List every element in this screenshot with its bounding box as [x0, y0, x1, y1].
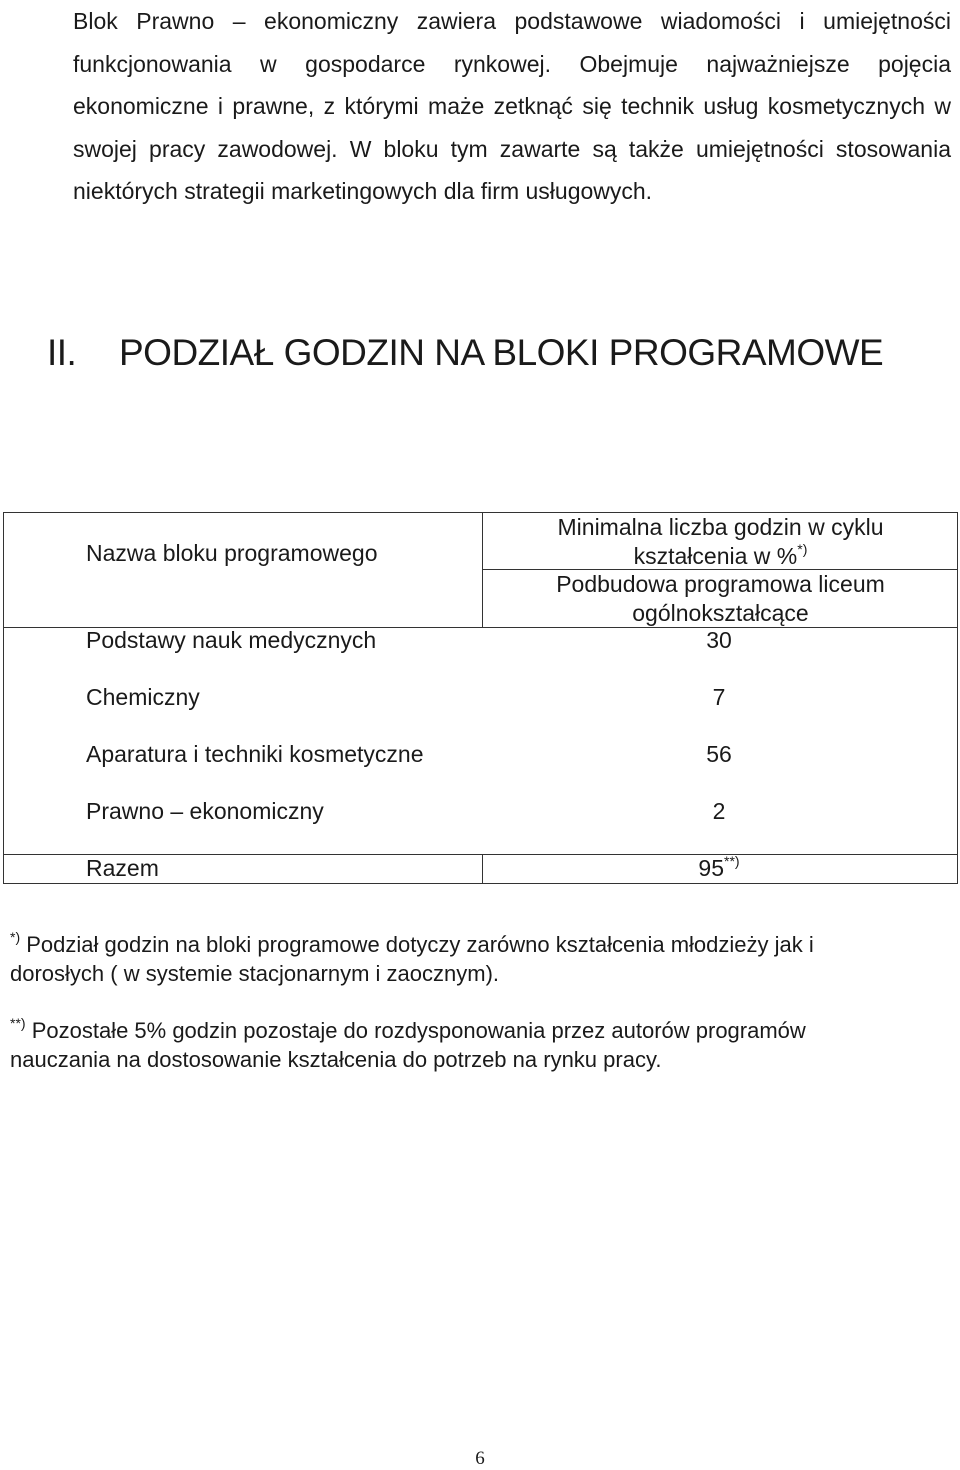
section-title: PODZIAŁ GODZIN NA BLOKI PROGRAMOWE [119, 332, 884, 373]
table-row-value: 7 [712, 684, 726, 710]
page-number: 6 [475, 1448, 485, 1469]
table-row-label: Aparatura i techniki kosmetyczne [86, 741, 424, 767]
section-heading [47, 332, 883, 374]
footnote-2 [10, 1016, 910, 1074]
table-row-label: Prawno – ekonomiczny [86, 798, 324, 824]
total-value [604, 855, 834, 882]
table-row-label: Chemiczny [86, 684, 200, 710]
footnote-mark: *) [10, 929, 21, 945]
intro-paragraph: Blok Prawno – ekonomiczny zawiera podstawowe wiadomości i umiejętności funkcjonowania w gospodarce rynkowej. Obejmuje najważniejsze pojęcia ekonomiczne i prawne, z którymi maże zetknąć się technik usług kosmetycznych w swojej pracy zawodowej. W bloku tym zawarte są także umiejętności stosowania niektórych strategii marketingowych dla firm usługowych. [73, 8, 951, 204]
footnote-1 [10, 930, 910, 988]
total-label: Razem [86, 855, 159, 881]
total-number: 95 [698, 855, 725, 881]
table-row-value: 30 [706, 627, 732, 653]
table-divider [482, 854, 483, 884]
header-block-name: Nazwa bloku programowego [86, 540, 378, 566]
section-number: II. [47, 332, 77, 373]
footnote-text: Pozostałe 5% godzin pozostaje do rozdysponowania przez autorów programów nauczania na dostosowanie kształcenia do potrzeb na rynku pracy. [10, 1018, 806, 1072]
table-row-value: 2 [712, 798, 726, 824]
header-min-hours-text: kształcenia w % [633, 543, 798, 569]
sub-header-line2: ogólnokształcące [632, 600, 809, 626]
table-row-label: Podstawy nauk medycznych [86, 627, 377, 653]
header-min-hours [483, 513, 958, 571]
footnote-text: Podział godzin na bloki programowe dotyczy zarówno kształcenia młodzieży jak i dorosłych ( w systemie stacjonarnym i zaocznym). [10, 932, 814, 986]
footnote-mark: **) [10, 1015, 26, 1031]
header-min-hours-line2 [483, 542, 958, 571]
sub-header-line1: Podbudowa programowa liceum [556, 571, 885, 597]
table-row-value: 56 [706, 741, 732, 767]
footnote-mark: *) [797, 541, 808, 557]
header-min-hours-line1: Minimalna liczba godzin w cyklu [557, 514, 884, 540]
hours-table [3, 512, 958, 884]
sub-header-basis [483, 570, 958, 628]
footnote-mark: **) [724, 853, 740, 869]
